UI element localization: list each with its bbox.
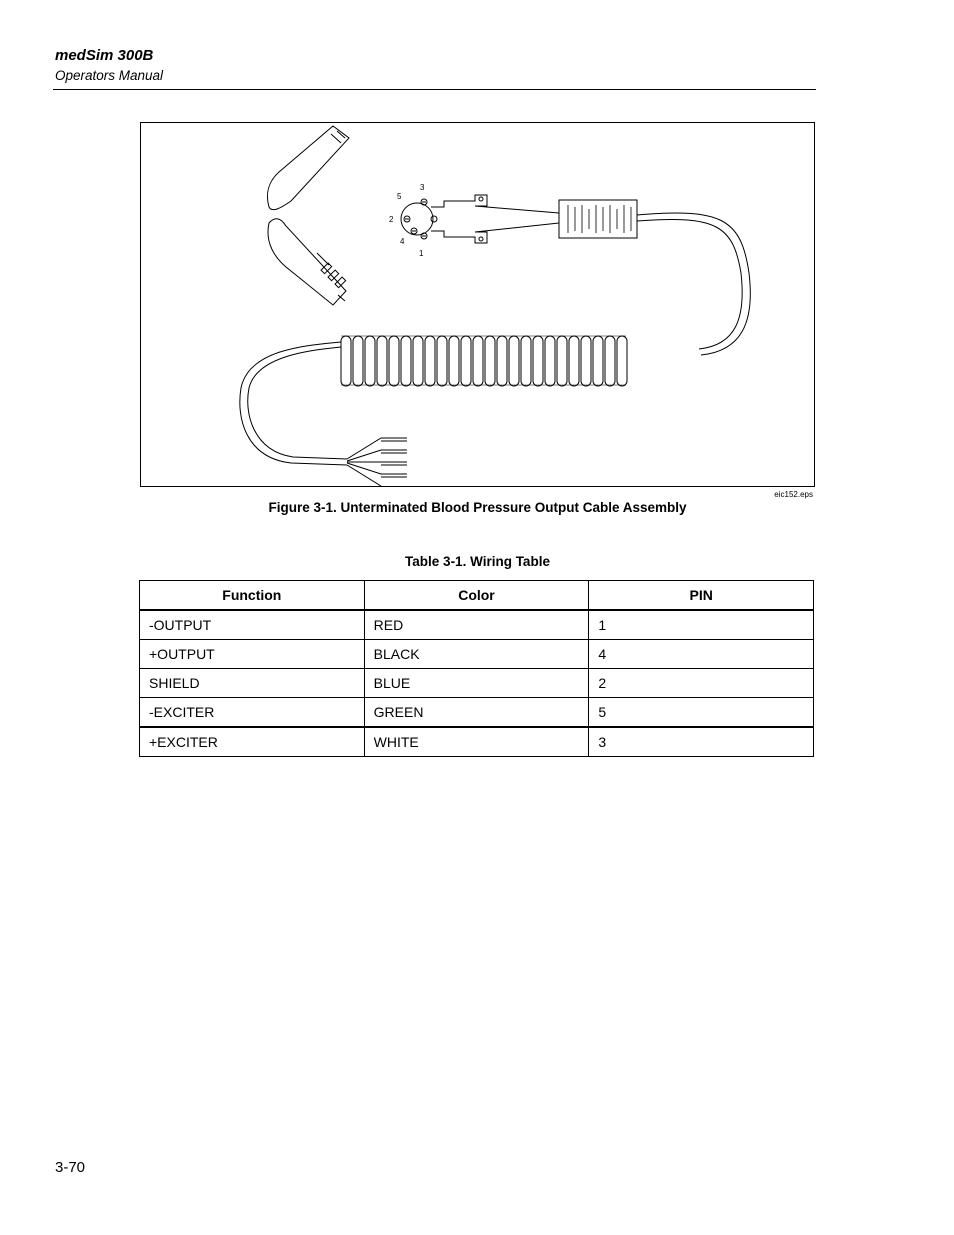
cable-figure [140,122,815,487]
coil-loop [437,336,447,386]
coil-loop [449,336,459,386]
table-row [140,669,814,698]
coil-loop [533,336,543,386]
coil-loop [593,336,603,386]
manual-title: medSim 300B [55,47,154,64]
function-cell: SHIELD [140,669,365,698]
pin-label-4: 4 [400,237,405,246]
pin-cell: 3 [589,727,814,757]
pin-cell: 1 [589,610,814,640]
table-row [140,640,814,669]
coil-loop [521,336,531,386]
coil-loop [413,336,423,386]
coil-loop [569,336,579,386]
color-cell: GREEN [364,698,589,728]
column-header: Function [140,581,365,611]
cable-upper [637,213,750,355]
coil-loop [557,336,567,386]
coil-loop [425,336,435,386]
coil-loop [581,336,591,386]
coil-loop [353,336,363,386]
manual-subtitle: Operators Manual [55,68,164,83]
column-header: Color [364,581,589,611]
pin-label-5: 5 [397,192,402,201]
function-cell: -EXCITER [140,698,365,728]
coil-loop [461,336,471,386]
table-row [140,610,814,640]
coil-loop [605,336,615,386]
coil-loop [341,336,351,386]
pin-label-3: 3 [420,183,425,192]
pin-cell: 2 [589,669,814,698]
column-header: PIN [589,581,814,611]
wiring-table [139,580,814,757]
strain-relief [559,200,637,238]
page-number: 3-70 [55,1159,86,1176]
pin-label-2: 2 [389,215,394,224]
function-cell: +OUTPUT [140,640,365,669]
table-row [140,727,814,757]
cable-lower [240,342,347,465]
coil-loop [545,336,555,386]
table-caption: Table 3-1. Wiring Table [405,554,550,569]
coil-loop [497,336,507,386]
coil-loop [377,336,387,386]
coil-loop [365,336,375,386]
cable-assembly-drawing [141,123,814,486]
color-cell: WHITE [364,727,589,757]
coil-loop [389,336,399,386]
coil-loop [509,336,519,386]
figure-caption: Figure 3-1. Unterminated Blood Pressure Output Cable Assembly [268,500,687,515]
coil-loop [401,336,411,386]
coil-loop [473,336,483,386]
color-cell: BLUE [364,669,589,698]
function-cell: +EXCITER [140,727,365,757]
pin-cell: 5 [589,698,814,728]
color-cell: RED [364,610,589,640]
coil-loop [617,336,627,386]
coil-loop [485,336,495,386]
table-header-row [140,581,814,611]
table-row [140,698,814,728]
function-cell: -OUTPUT [140,610,365,640]
pin-cell: 4 [589,640,814,669]
wire-fan [347,438,407,486]
pin-label-1: 1 [419,249,424,258]
color-cell: BLACK [364,640,589,669]
lower-connector-body [268,219,346,305]
figure-file-id: eic152.eps [774,490,813,499]
header-rule [53,89,816,90]
